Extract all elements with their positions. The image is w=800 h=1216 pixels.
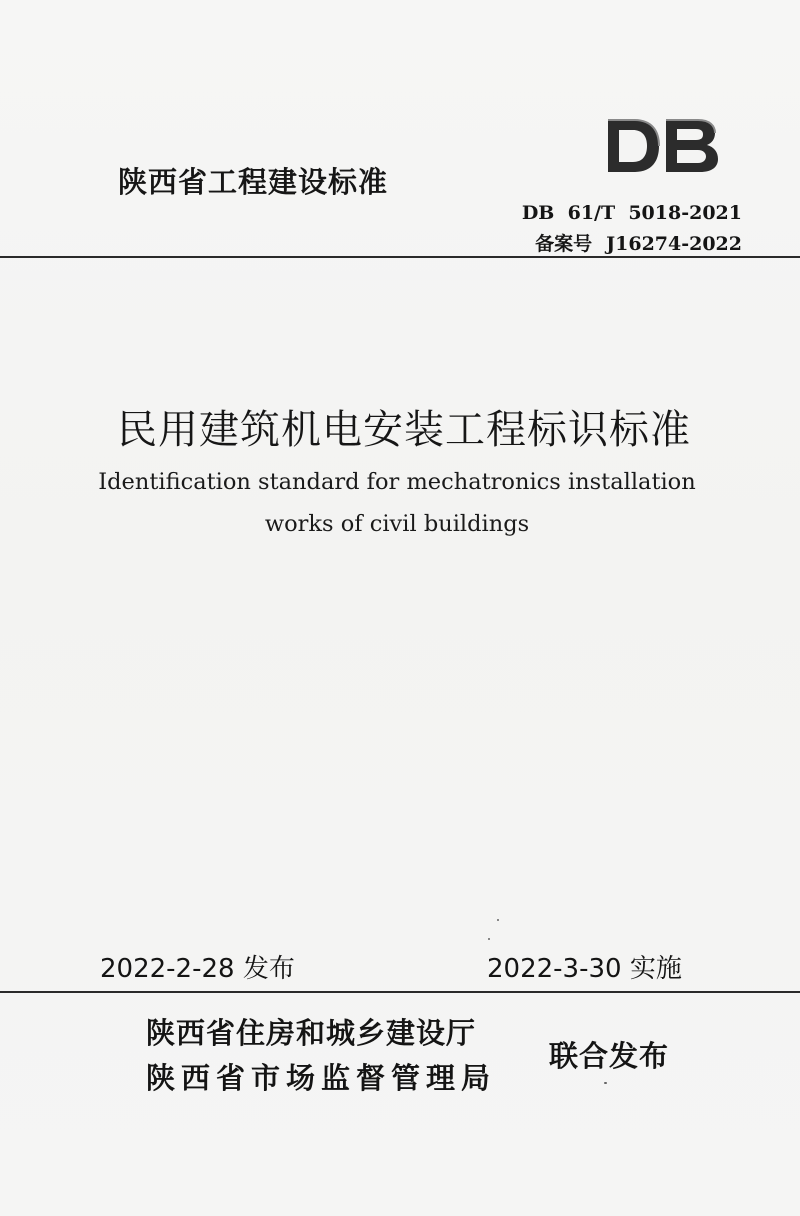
joint-release-label: 联合发布 — [549, 1039, 670, 1073]
publisher-housing-department: 陕西省住房和城乡建设厅 — [146, 1016, 477, 1050]
title-english-line2: works of civil buildings — [264, 511, 530, 537]
record-number: J16274-2022 — [606, 233, 742, 255]
db-logo — [604, 117, 722, 175]
print-speck — [604, 1082, 607, 1084]
publisher-market-regulation: 陕西省市场监督管理局 — [146, 1061, 497, 1095]
standard-number: DB 61/T 5018-2021 — [521, 202, 742, 224]
header-divider — [0, 256, 800, 258]
record-row — [535, 229, 742, 256]
series-name: 陕西省工程建设标准 — [118, 165, 389, 199]
print-speck — [497, 919, 499, 921]
issue-date: 2022-2-28 发布 — [100, 954, 295, 984]
implementation-date: 2022-3-30 实施 — [487, 954, 682, 984]
print-speck — [488, 938, 490, 940]
record-label: 备案号 — [535, 233, 593, 255]
title-chinese: 民用建筑机电安装工程标识标准 — [117, 407, 691, 453]
footer-divider — [0, 991, 800, 993]
title-english-line1: Identification standard for mechatronics installation — [98, 469, 696, 495]
